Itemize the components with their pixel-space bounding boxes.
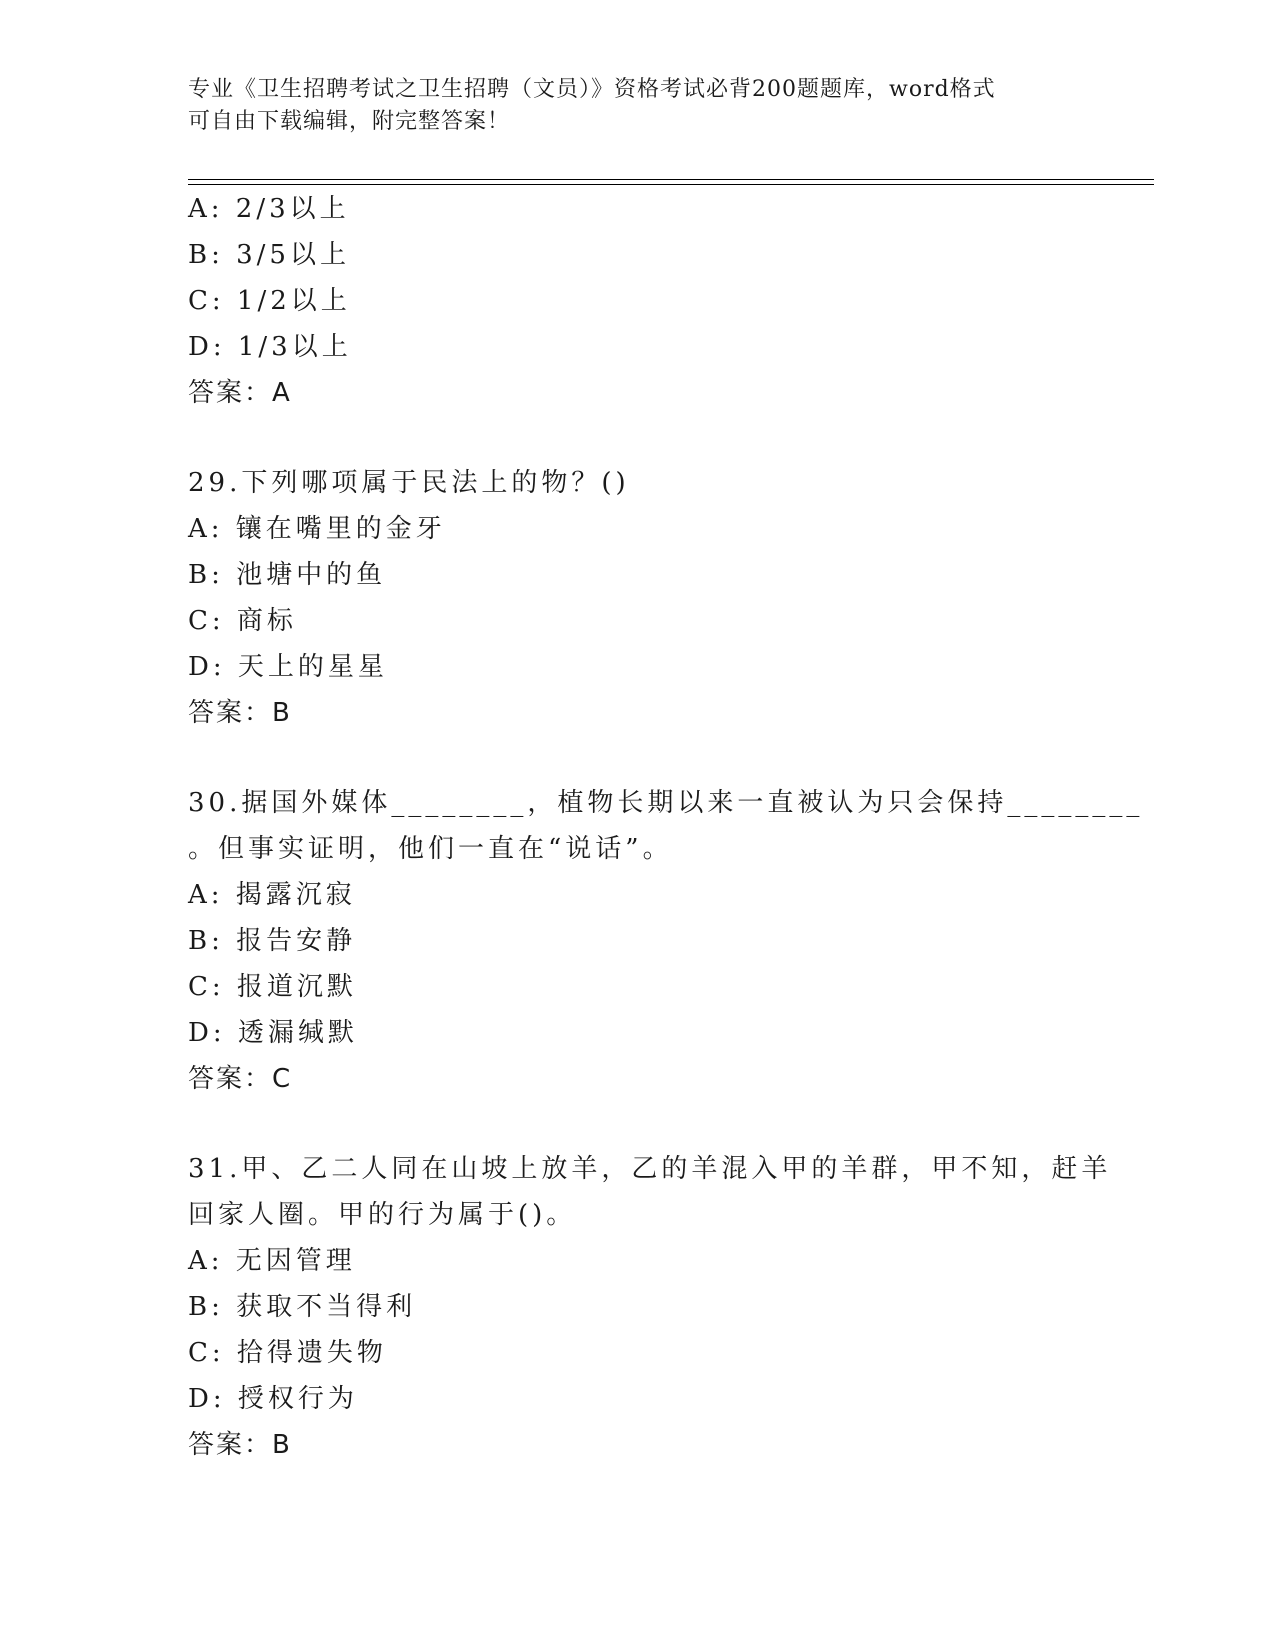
question-30-option-c: C: 报道沉默 [188, 972, 357, 1002]
question-28-answer: 答案：A [188, 378, 292, 408]
question-31-option-a: A: 无因管理 [188, 1246, 356, 1276]
question-29-option-a: A: 镶在嘴里的金牙 [188, 514, 446, 544]
question-31-stem-line-1: 31.甲、乙二人同在山坡上放羊，乙的羊混入甲的羊群，甲不知，赶羊 [188, 1154, 1112, 1184]
question-31-stem-line-2: 回家人圈。甲的行为属于()。 [188, 1200, 577, 1230]
question-28-block [188, 186, 1088, 416]
header-title-line-1: 专业《卫生招聘考试之卫生招聘（文员）》资格考试必背200题题库，word格式 [188, 77, 996, 102]
question-29-answer: 答案：B [188, 698, 292, 728]
header-divider-bottom [188, 184, 1154, 185]
question-29-option-d: D: 天上的星星 [188, 652, 388, 682]
question-30-stem-line-1: 30.据国外媒体________，植物长期以来一直被认为只会保持________ [188, 788, 1144, 818]
question-30-option-b: B: 报告安静 [188, 926, 357, 956]
question-28-option-c: C: 1/2以上 [188, 286, 351, 316]
question-29-block [188, 460, 1088, 736]
spacer [188, 1102, 1088, 1146]
question-list [188, 186, 1144, 1468]
header-divider-top [188, 179, 1154, 180]
question-30-option-a: A: 揭露沉寂 [188, 880, 356, 910]
question-29-option-b: B: 池塘中的鱼 [188, 560, 387, 590]
question-30-block [188, 780, 1144, 1102]
question-31-option-d: D: 授权行为 [188, 1384, 358, 1414]
question-29-option-c: C: 商标 [188, 606, 297, 636]
question-28-option-b: B: 3/5以上 [188, 240, 350, 270]
question-31-answer: 答案：B [188, 1430, 292, 1460]
question-29-stem: 29.下列哪项属于民法上的物？() [188, 468, 630, 498]
question-30-answer: 答案：C [188, 1064, 293, 1094]
question-28-option-a: A: 2/3以上 [188, 194, 350, 224]
question-31-option-c: C: 拾得遗失物 [188, 1338, 387, 1368]
header-title-line-2: 可自由下载编辑，附完整答案！ [188, 109, 511, 134]
question-30-option-d: D: 透漏缄默 [188, 1018, 358, 1048]
question-31-block [188, 1146, 1112, 1468]
spacer [188, 416, 1088, 460]
document-header [188, 74, 1088, 138]
question-31-option-b: B: 获取不当得利 [188, 1292, 417, 1322]
spacer [188, 736, 1088, 780]
question-30-stem-line-2: 。但事实证明，他们一直在“说话”。 [188, 834, 673, 864]
question-28-option-d: D: 1/3以上 [188, 332, 352, 362]
